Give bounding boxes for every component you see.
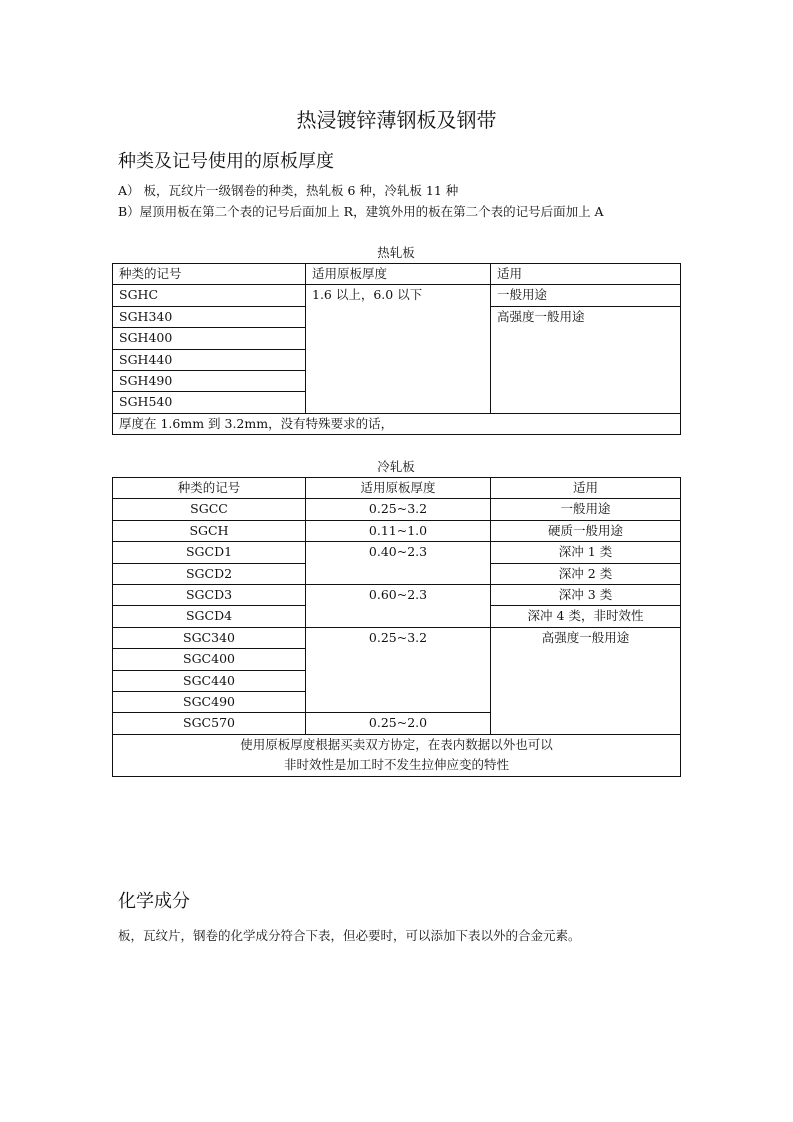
header-cell: 适用 (491, 478, 681, 499)
paragraph-a: A） 板，瓦纹片一级钢卷的种类，热轧板 6 种，冷轧板 11 种 (118, 183, 459, 198)
header-cell: 适用原板厚度 (306, 264, 491, 285)
table-row (113, 285, 681, 306)
code-cell: SGCD1 (113, 542, 306, 563)
code-cell: SGH440 (113, 349, 306, 370)
code-cell: SGCD2 (113, 563, 306, 584)
code-cell: SGC440 (113, 670, 306, 691)
code-cell: SGC570 (113, 713, 306, 734)
thickness-cell: 0.40~2.3 (306, 542, 491, 585)
hot-rolled-table (112, 263, 681, 435)
table-caption: 冷轧板 (377, 459, 415, 474)
thickness-cell: 0.60~2.3 (306, 584, 491, 627)
code-cell: SGCD4 (113, 606, 306, 627)
code-cell: SGC340 (113, 627, 306, 648)
code-cell: SGCC (113, 499, 306, 520)
use-cell: 高强度一般用途 (491, 627, 681, 734)
thickness-cell: 0.25~3.2 (306, 627, 491, 713)
use-cell: 一般用途 (491, 499, 681, 520)
page-title: 热浸镀锌薄钢板及钢带 (296, 108, 497, 132)
note-cell: 厚度在 1.6mm 到 3.2mm，没有特殊要求的话， (113, 413, 681, 434)
code-cell: SGC490 (113, 691, 306, 712)
paragraph-b: B）屋顶用板在第二个表的记号后面加上 R，建筑外用的板在第二个表的记号后面加上 A (118, 204, 604, 219)
thickness-cell: 0.25~3.2 (306, 499, 491, 520)
table-row (113, 499, 681, 520)
code-cell: SGH540 (113, 392, 306, 413)
table-row (113, 542, 681, 563)
use-cell: 深冲 4 类，非时效性 (491, 606, 681, 627)
table-row (113, 627, 681, 648)
table-header-row (113, 478, 681, 499)
use-cell: 高强度一般用途 (491, 306, 681, 413)
note-line: 非时效性是加工时不发生拉伸应变的特性 (283, 756, 509, 772)
section-heading: 种类及记号使用的原板厚度 (118, 151, 334, 172)
cold-rolled-table (112, 477, 681, 777)
header-cell: 种类的记号 (113, 478, 306, 499)
table-header-row (113, 264, 681, 285)
table-row (113, 520, 681, 541)
table-caption: 热轧板 (377, 245, 415, 260)
thickness-cell: 0.25~2.0 (306, 713, 491, 734)
use-cell: 深冲 3 类 (491, 584, 681, 605)
use-cell: 硬质一般用途 (491, 520, 681, 541)
use-cell: 一般用途 (491, 285, 681, 306)
header-cell: 适用原板厚度 (306, 478, 491, 499)
header-cell: 种类的记号 (113, 264, 306, 285)
code-cell: SGH340 (113, 306, 306, 327)
paragraph: 板，瓦纹片，钢卷的化学成分符合下表，但必要时，可以添加下表以外的合金元素。 (118, 928, 581, 943)
code-cell: SGC400 (113, 649, 306, 670)
table-note-row (113, 734, 681, 776)
use-cell: 深冲 1 类 (491, 542, 681, 563)
thickness-cell: 1.6 以上，6.0 以下 (306, 285, 491, 413)
code-cell: SGCH (113, 520, 306, 541)
table-row (113, 584, 681, 605)
note-cell (113, 734, 681, 776)
use-cell: 深冲 2 类 (491, 563, 681, 584)
section-heading: 化学成分 (118, 891, 190, 912)
table-note-row (113, 413, 681, 434)
code-cell: SGHC (113, 285, 306, 306)
code-cell: SGCD3 (113, 584, 306, 605)
code-cell: SGH400 (113, 328, 306, 349)
thickness-cell: 0.11~1.0 (306, 520, 491, 541)
note-line: 使用原板厚度根据买卖双方协定，在表内数据以外也可以 (240, 736, 553, 752)
code-cell: SGH490 (113, 370, 306, 391)
header-cell: 适用 (491, 264, 681, 285)
